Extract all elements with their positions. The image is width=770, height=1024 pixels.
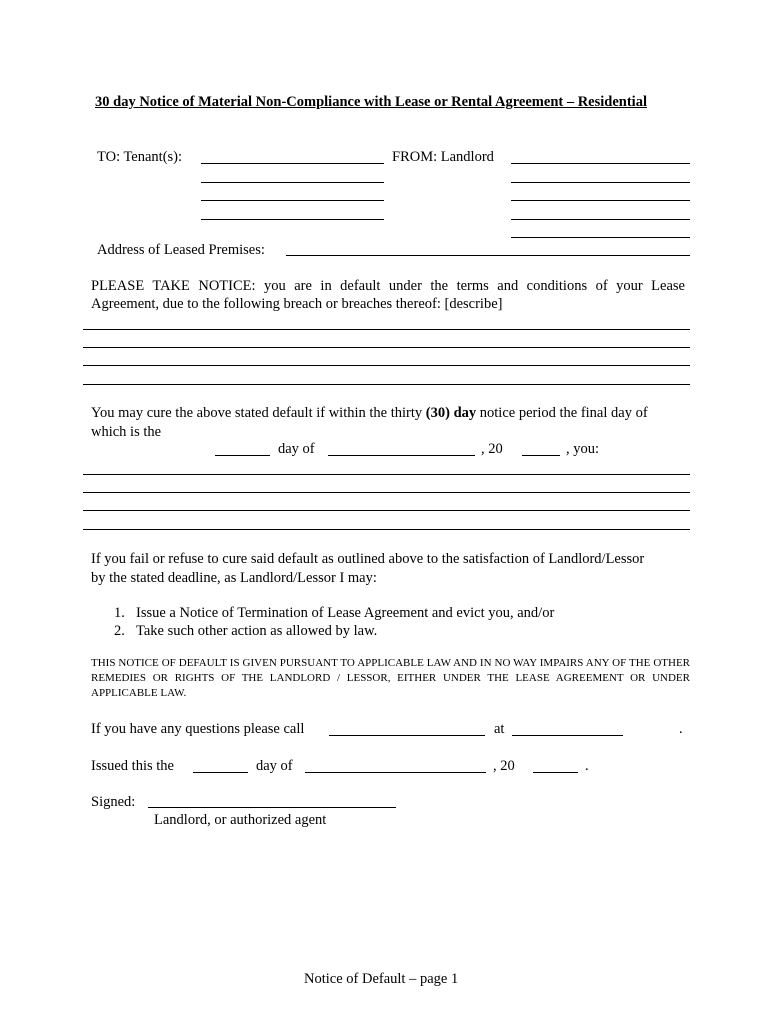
- landlord-name-line-1[interactable]: [511, 163, 690, 164]
- cure-day-of-label: day of: [278, 441, 315, 457]
- issued-month-blank[interactable]: [305, 772, 486, 773]
- issued-day-blank[interactable]: [193, 772, 248, 773]
- caps-notice: THIS NOTICE OF DEFAULT IS GIVEN PURSUANT TO APPLICABLE LAW AND IN NO WAY IMPAIRS ANY OF THE OTHER REMEDIES OR RIGHTS OF THE LANDLORD / LESSOR, EITHER UNDER THE LEASE AGREEMENT OR UNDER APPLICABLE LAW.: [91, 657, 690, 699]
- signer-caption: Landlord, or authorized agent: [154, 812, 327, 828]
- from-landlord-label: FROM: Landlord: [392, 149, 494, 165]
- questions-period: .: [679, 721, 683, 737]
- issued-period: .: [585, 758, 589, 774]
- landlord-name-line-4[interactable]: [511, 219, 690, 220]
- questions-label: If you have any questions please call: [91, 721, 305, 737]
- issued-year-blank[interactable]: [533, 772, 578, 773]
- issued-label: Issued this the: [91, 758, 174, 774]
- address-label: Address of Leased Premises:: [97, 242, 265, 258]
- page-footer: Notice of Default – page 1: [304, 971, 459, 987]
- cure-year-blank[interactable]: [522, 455, 560, 456]
- issued-day-of-label: day of: [256, 758, 293, 774]
- list-item-2: Take such other action as allowed by law.: [136, 623, 378, 639]
- cure-comma-20-label: , 20: [481, 441, 503, 457]
- page-title: 30 day Notice of Material Non-Compliance with Lease or Rental Agreement – Residential: [95, 94, 647, 110]
- cure-line-blank-2[interactable]: [83, 492, 690, 493]
- at-label: at: [494, 721, 505, 737]
- cure-text-pre: You may cure the above stated default if within the thirty: [91, 405, 426, 421]
- notice-line-2: Agreement, due to the following breach or breaches thereof: [describe]: [91, 296, 503, 312]
- cure-text-post: notice period the final day of: [476, 405, 648, 421]
- address-line[interactable]: [286, 255, 690, 256]
- list-num-1: 1.: [114, 605, 125, 621]
- cure-month-blank[interactable]: [328, 455, 475, 456]
- breach-line-3[interactable]: [83, 365, 690, 366]
- list-item-1: Issue a Notice of Termination of Lease Agreement and evict you, and/or: [136, 605, 555, 621]
- landlord-name-line-3[interactable]: [511, 200, 690, 201]
- landlord-name-line-5[interactable]: [511, 237, 690, 238]
- breach-line-2[interactable]: [83, 347, 690, 348]
- signature-line[interactable]: [148, 807, 396, 808]
- cure-day-blank[interactable]: [215, 455, 270, 456]
- issued-comma-20-label: , 20: [493, 758, 515, 774]
- to-tenants-label: TO: Tenant(s):: [97, 149, 183, 165]
- tenant-name-line-3[interactable]: [201, 200, 384, 201]
- tenant-name-line-1[interactable]: [201, 163, 384, 164]
- cure-text-bold: (30) day: [425, 405, 477, 421]
- cure-line-1: [91, 404, 648, 422]
- cure-line-2: which is the: [91, 424, 162, 440]
- tenant-name-line-4[interactable]: [201, 219, 384, 220]
- cure-line-blank-4[interactable]: [83, 529, 690, 530]
- cure-line-blank-3[interactable]: [83, 510, 690, 511]
- list-num-2: 2.: [114, 623, 125, 639]
- fail-line-2: by the stated deadline, as Landlord/Lessor I may:: [91, 570, 377, 586]
- breach-line-4[interactable]: [83, 384, 690, 385]
- breach-line-1[interactable]: [83, 329, 690, 330]
- contact-name-blank[interactable]: [329, 735, 485, 736]
- notice-line-1: PLEASE TAKE NOTICE: you are in default under the terms and conditions of your Lease: [91, 278, 685, 294]
- signed-label: Signed:: [91, 794, 136, 810]
- tenant-name-line-2[interactable]: [201, 182, 384, 183]
- cure-line-blank-1[interactable]: [83, 474, 690, 475]
- cure-you-label: , you:: [566, 441, 600, 457]
- landlord-name-line-2[interactable]: [511, 182, 690, 183]
- contact-phone-blank[interactable]: [512, 735, 623, 736]
- fail-line-1: If you fail or refuse to cure said default as outlined above to the satisfaction of Landlord/Lessor: [91, 551, 645, 567]
